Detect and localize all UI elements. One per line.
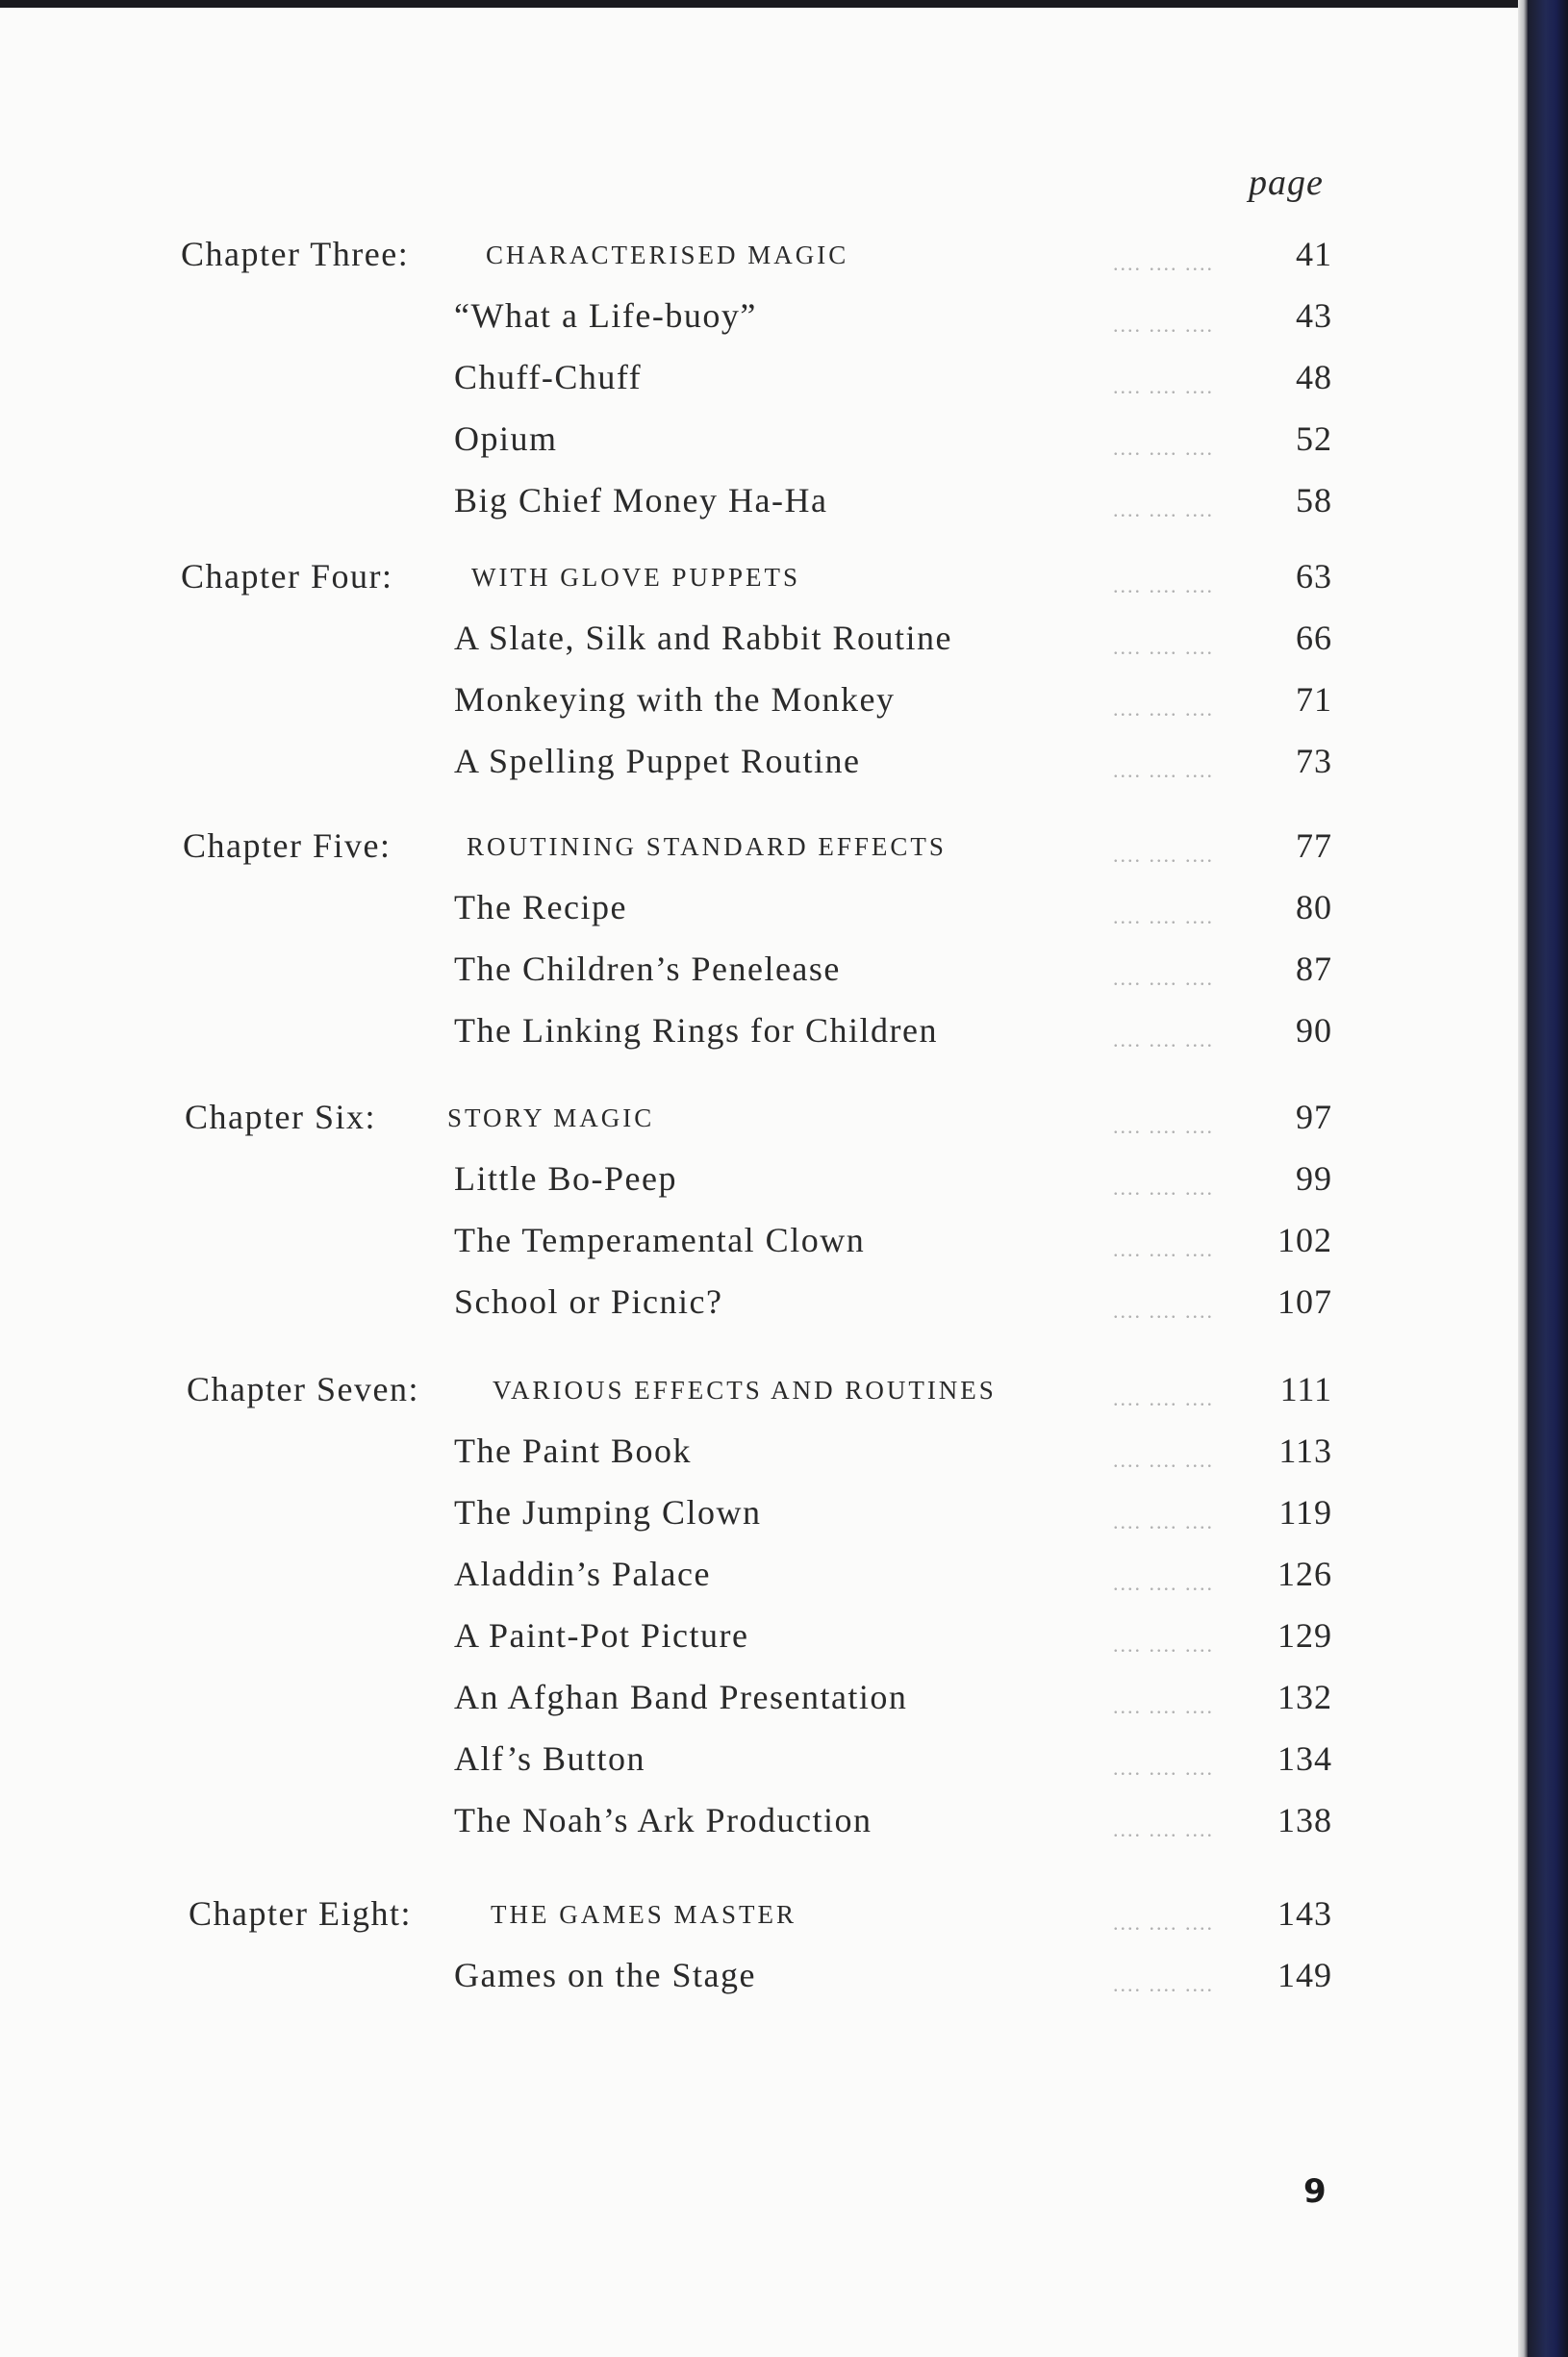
entry-title: Games on the Stage	[454, 1956, 756, 1994]
entry-page-number: 99	[1296, 1159, 1332, 1198]
toc-entry-row	[0, 1554, 1347, 1602]
book-page	[0, 8, 1528, 2357]
dot-leader: .... .... ....	[1113, 1237, 1214, 1261]
dot-leader: .... .... ....	[1113, 904, 1214, 928]
entry-page-number: 66	[1296, 619, 1332, 657]
dot-leader: .... .... ....	[1113, 758, 1214, 782]
entry-page-number: 134	[1277, 1739, 1332, 1778]
dot-leader: .... .... ....	[1113, 1448, 1214, 1472]
dot-leader: .... .... ....	[1113, 1571, 1214, 1595]
page-column-heading: page	[1249, 163, 1324, 203]
entry-page-number: 119	[1278, 1493, 1332, 1532]
dot-leader: .... .... ....	[1113, 1911, 1214, 1935]
entry-title: The Recipe	[454, 888, 627, 926]
chapter-title: ROUTINING STANDARD EFFECTS	[467, 832, 947, 861]
entry-title: Chuff-Chuff	[454, 358, 643, 396]
dot-leader: .... .... ....	[1113, 1386, 1214, 1410]
chapter-title: THE GAMES MASTER	[491, 1900, 797, 1929]
page-gutter-shadow	[1518, 0, 1528, 2357]
chapter-page-number: 143	[1277, 1894, 1332, 1933]
toc-entry-row	[0, 1158, 1347, 1206]
dot-leader: .... .... ....	[1113, 1694, 1214, 1718]
entry-title: The Linking Rings for Children	[454, 1011, 938, 1050]
toc-entry-row	[0, 1955, 1347, 2003]
entry-title: Big Chief Money Ha-Ha	[454, 481, 828, 520]
entry-page-number: 58	[1296, 481, 1332, 520]
chapter-label: Chapter Four:	[181, 557, 393, 596]
entry-title: The Children’s Penelease	[454, 950, 841, 988]
entry-page-number: 129	[1277, 1616, 1332, 1655]
entry-page-number: 73	[1296, 742, 1332, 780]
entry-title: The Paint Book	[454, 1432, 692, 1470]
toc-entry-row	[0, 741, 1347, 789]
chapter-label: Chapter Three:	[181, 235, 410, 273]
chapter-title: VARIOUS EFFECTS AND ROUTINES	[493, 1376, 997, 1405]
toc-entry-row	[0, 295, 1347, 343]
entry-title: Opium	[454, 419, 558, 458]
entry-title: The Jumping Clown	[454, 1493, 762, 1532]
toc-entry-row	[0, 1010, 1347, 1058]
toc-entry-row	[0, 1615, 1347, 1663]
dot-leader: .... .... ....	[1113, 436, 1214, 460]
dot-leader: .... .... ....	[1113, 374, 1214, 398]
dot-leader: .... .... ....	[1113, 1114, 1214, 1138]
dot-leader: .... .... ....	[1113, 635, 1214, 659]
chapter-page-number: 41	[1296, 235, 1332, 273]
entry-title: A Paint-Pot Picture	[454, 1616, 749, 1655]
entry-page-number: 138	[1277, 1801, 1332, 1839]
chapter-heading-row	[0, 1893, 1347, 1941]
entry-page-number: 48	[1296, 358, 1332, 396]
page-top-edge	[0, 0, 1530, 8]
entry-title: Alf’s Button	[454, 1739, 646, 1778]
entry-page-number: 132	[1277, 1678, 1332, 1716]
toc-entry-row	[0, 1738, 1347, 1787]
entry-page-number: 71	[1296, 680, 1332, 719]
entry-page-number: 80	[1296, 888, 1332, 926]
entry-title: The Noah’s Ark Production	[454, 1801, 873, 1839]
chapter-label: Chapter Five:	[183, 826, 392, 865]
entry-page-number: 113	[1278, 1432, 1332, 1470]
toc-entry-row	[0, 887, 1347, 935]
toc-entry-row	[0, 1431, 1347, 1479]
entry-page-number: 90	[1296, 1011, 1332, 1050]
entry-page-number: 149	[1277, 1956, 1332, 1994]
chapter-label: Chapter Eight:	[189, 1894, 412, 1933]
dot-leader: .... .... ....	[1113, 1509, 1214, 1533]
chapter-page-number: 77	[1296, 826, 1332, 865]
dot-leader: .... .... ....	[1113, 1633, 1214, 1657]
chapter-page-number: 111	[1279, 1370, 1332, 1408]
chapter-title: WITH GLOVE PUPPETS	[471, 563, 800, 592]
dot-leader: .... .... ....	[1113, 1299, 1214, 1323]
entry-page-number: 43	[1296, 296, 1332, 335]
chapter-label: Chapter Seven:	[187, 1370, 419, 1408]
chapter-title: CHARACTERISED MAGIC	[486, 241, 849, 269]
toc-entry-row	[0, 1492, 1347, 1540]
entry-title: “What a Life-buoy”	[454, 296, 757, 335]
entry-title: An Afghan Band Presentation	[454, 1678, 908, 1716]
dot-leader: .... .... ....	[1113, 497, 1214, 521]
chapter-heading-row	[0, 234, 1347, 282]
toc-entry-row	[0, 1281, 1347, 1330]
toc-entry-row	[0, 1677, 1347, 1725]
toc-entry-row	[0, 1800, 1347, 1848]
entry-page-number: 126	[1277, 1555, 1332, 1593]
dot-leader: .... .... ....	[1113, 1027, 1214, 1052]
chapter-page-number: 97	[1296, 1098, 1332, 1136]
page-number: 9	[1303, 2172, 1327, 2211]
entry-title: School or Picnic?	[454, 1282, 723, 1321]
dot-leader: .... .... ....	[1113, 251, 1214, 275]
chapter-heading-row	[0, 1097, 1347, 1145]
toc-entry-row	[0, 1220, 1347, 1268]
toc-entry-row	[0, 418, 1347, 467]
chapter-heading-row	[0, 556, 1347, 604]
dot-leader: .... .... ....	[1113, 573, 1214, 597]
toc-entry-row	[0, 618, 1347, 666]
entry-title: A Slate, Silk and Rabbit Routine	[454, 619, 952, 657]
dot-leader: .... .... ....	[1113, 843, 1214, 867]
toc-entry-row	[0, 679, 1347, 727]
entry-page-number: 52	[1296, 419, 1332, 458]
chapter-page-number: 63	[1296, 557, 1332, 596]
dot-leader: .... .... ....	[1113, 1176, 1214, 1200]
entry-page-number: 107	[1277, 1282, 1332, 1321]
entry-title: A Spelling Puppet Routine	[454, 742, 861, 780]
entry-page-number: 87	[1296, 950, 1332, 988]
entry-page-number: 102	[1277, 1221, 1332, 1259]
chapter-heading-row	[0, 1369, 1347, 1417]
dot-leader: .... .... ....	[1113, 697, 1214, 721]
dot-leader: .... .... ....	[1113, 1756, 1214, 1780]
entry-title: Little Bo-Peep	[454, 1159, 677, 1198]
dot-leader: .... .... ....	[1113, 966, 1214, 990]
toc-entry-row	[0, 480, 1347, 528]
entry-title: The Temperamental Clown	[454, 1221, 866, 1259]
dot-leader: .... .... ....	[1113, 313, 1214, 337]
dot-leader: .... .... ....	[1113, 1972, 1214, 1996]
toc-entry-row	[0, 949, 1347, 997]
chapter-heading-row	[0, 825, 1347, 874]
toc-entry-row	[0, 357, 1347, 405]
chapter-title: STORY MAGIC	[447, 1103, 655, 1132]
book-spine	[1528, 0, 1568, 2357]
chapter-label: Chapter Six:	[185, 1098, 376, 1136]
entry-title: Aladdin’s Palace	[454, 1555, 711, 1593]
entry-title: Monkeying with the Monkey	[454, 680, 896, 719]
dot-leader: .... .... ....	[1113, 1817, 1214, 1841]
